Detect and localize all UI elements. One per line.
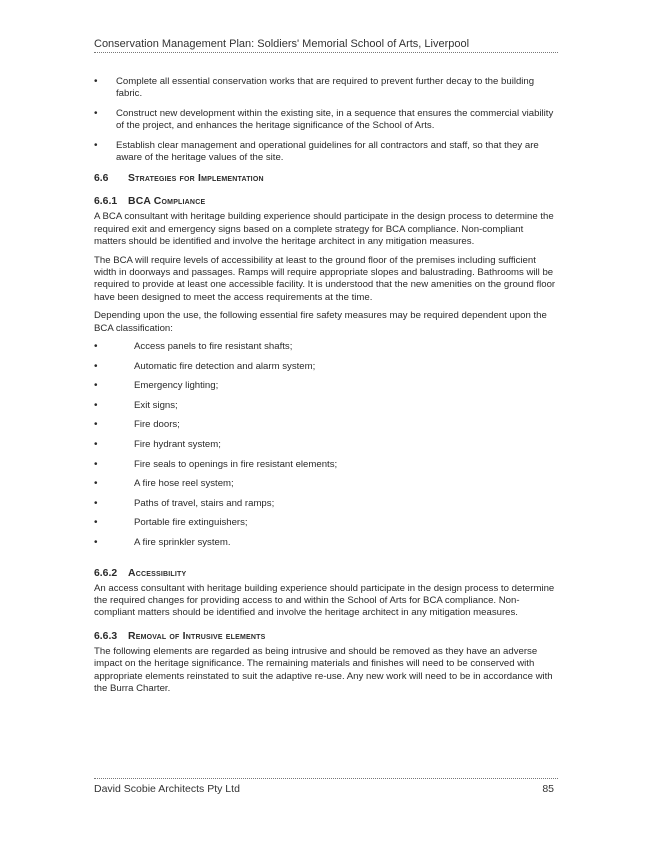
paragraph: The following elements are regarded as being intrusive and should be removed as they have an adverse impact on the heritage significance. The remaining materials and finishes will need to be conserved with appropriate elements reinstated to suit the adaptive re-use. Any new work will need to be in accordance with the Burra Charter. bbox=[94, 645, 553, 695]
section-number: 6.6.2 bbox=[94, 567, 118, 579]
list-item: • Automatic fire detection and alarm system; bbox=[94, 361, 556, 381]
page-content bbox=[94, 76, 556, 701]
page-footer bbox=[94, 778, 558, 795]
paragraph: Depending upon the use, the following essential fire safety measures may be required dependent upon the BCA classification: bbox=[94, 310, 547, 334]
section-title: BCA Compliance bbox=[128, 196, 206, 208]
footer-company: David Scobie Architects Pty Ltd bbox=[94, 783, 240, 795]
section-title: Accessibility bbox=[128, 567, 187, 579]
page-header bbox=[94, 38, 558, 53]
section-number: 6.6.3 bbox=[94, 630, 118, 642]
section-title: Removal of Intrusive elements bbox=[128, 630, 266, 642]
page-number: 85 bbox=[542, 783, 554, 795]
fire-safety-measures-list bbox=[94, 341, 556, 557]
section-title: Strategies for Implementation bbox=[128, 173, 264, 185]
list-item: • Fire seals to openings in fire resistant elements; bbox=[94, 459, 556, 479]
list-item: • Portable fire extinguishers; bbox=[94, 517, 556, 537]
list-item: • Paths of travel, stairs and ramps; bbox=[94, 498, 556, 518]
intro-bullet-list bbox=[94, 76, 556, 164]
list-item: • Construct new development within the existing site, in a sequence that ensures the commercial viability of the project, and enhances the heritage significance of the School of Arts. bbox=[94, 108, 556, 133]
list-item: • Fire doors; bbox=[94, 419, 556, 439]
section-number: 6.6.1 bbox=[94, 196, 118, 208]
list-item: • Exit signs; bbox=[94, 400, 556, 420]
paragraph: An access consultant with heritage building experience should participate in the design process to determine the required changes for providing access to and within the School of Arts for BCA compliance. Non-compliant matters should be identified and involve the heritage architect in any mitigation measures. bbox=[94, 582, 555, 619]
section-heading-6-6-2 bbox=[94, 567, 556, 580]
paragraph: A BCA consultant with heritage building experience should participate in the design process to determine the required exit and emergency signs based on a complete strategy for BCA compliance. Non-compliant matters should be identified and involve the heritage architect in any mitigation measures. bbox=[94, 211, 554, 248]
list-item: • Establish clear management and operational guidelines for all contractors and staff, so that they are aware of the heritage values of the site. bbox=[94, 140, 556, 165]
list-item: • Emergency lighting; bbox=[94, 380, 556, 400]
section-heading-6-6 bbox=[94, 172, 556, 185]
section-heading-6-6-3 bbox=[94, 630, 556, 643]
list-item: • Complete all essential conservation works that are required to prevent further decay to the building fabric. bbox=[94, 76, 556, 101]
paragraph: The BCA will require levels of accessibility at least to the ground floor of the premises including sufficient width in doorways and passages. Ramps will require appropriate slopes and balustrading. Bathrooms will be required to provide at least one accessible facility. It is understood that the new amenities on the ground floor have been designed to meet the access requirements at the time. bbox=[94, 254, 556, 303]
list-item: • Fire hydrant system; bbox=[94, 439, 556, 459]
list-item: • Access panels to fire resistant shafts; bbox=[94, 341, 556, 361]
section-number: 6.6 bbox=[94, 173, 109, 185]
list-item: • A fire hose reel system; bbox=[94, 478, 556, 498]
section-heading-6-6-1 bbox=[94, 195, 556, 208]
header-title: Conservation Management Plan: Soldiers' Memorial School of Arts, Liverpool bbox=[94, 38, 470, 50]
list-item: • A fire sprinkler system. bbox=[94, 537, 556, 557]
